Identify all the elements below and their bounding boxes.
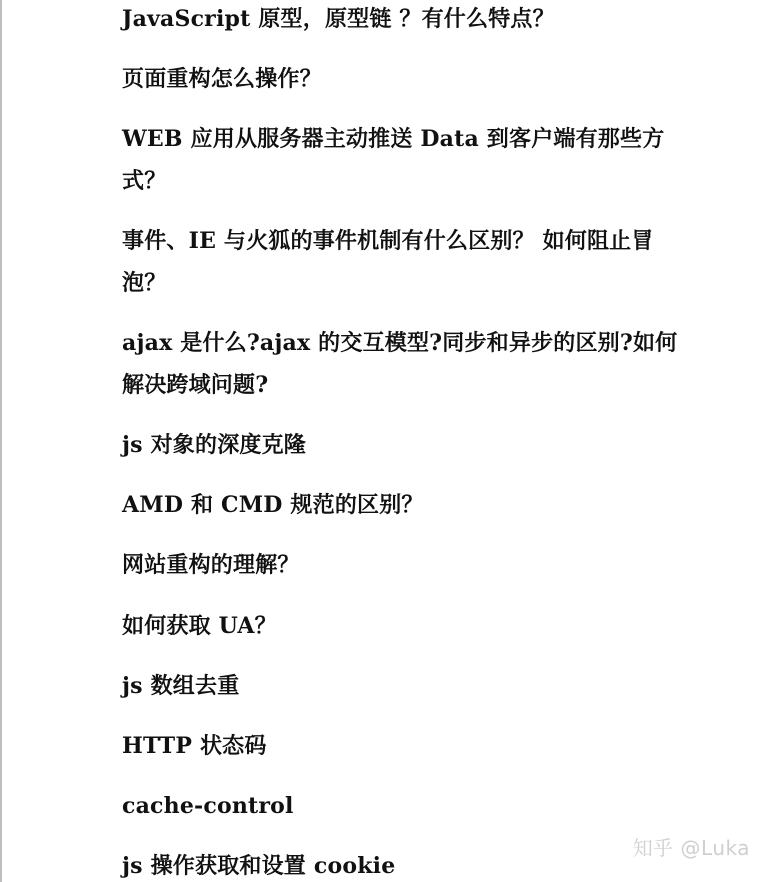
question-item: 事件、IE 与火狐的事件机制有什么区别？ 如何阻止冒泡？	[122, 228, 654, 296]
question-item: ajax 是什么?ajax 的交互模型?同步和异步的区别?如何解决跨域问题?	[122, 330, 678, 398]
question-item: AMD 和 CMD 规范的区别？	[122, 492, 424, 518]
question-item: js 数组去重	[122, 673, 240, 699]
question-item: HTTP 状态码	[122, 733, 267, 759]
question-item: 网站重构的理解？	[122, 552, 300, 578]
question-item: cache-control	[122, 793, 294, 819]
question-item: 如何获取 UA？	[122, 613, 277, 639]
question-item: WEB 应用从服务器主动推送 Data 到客户端有那些方式？	[122, 126, 665, 194]
question-item: js 对象的深度克隆	[122, 432, 307, 458]
question-item: js 操作获取和设置 cookie	[122, 853, 396, 879]
watermark: 知乎 @Luka	[632, 836, 750, 860]
question-item: 页面重构怎么操作？	[122, 66, 322, 92]
left-border-line	[0, 0, 2, 882]
question-item: JavaScript 原型，原型链 ？有什么特点？	[122, 6, 555, 32]
